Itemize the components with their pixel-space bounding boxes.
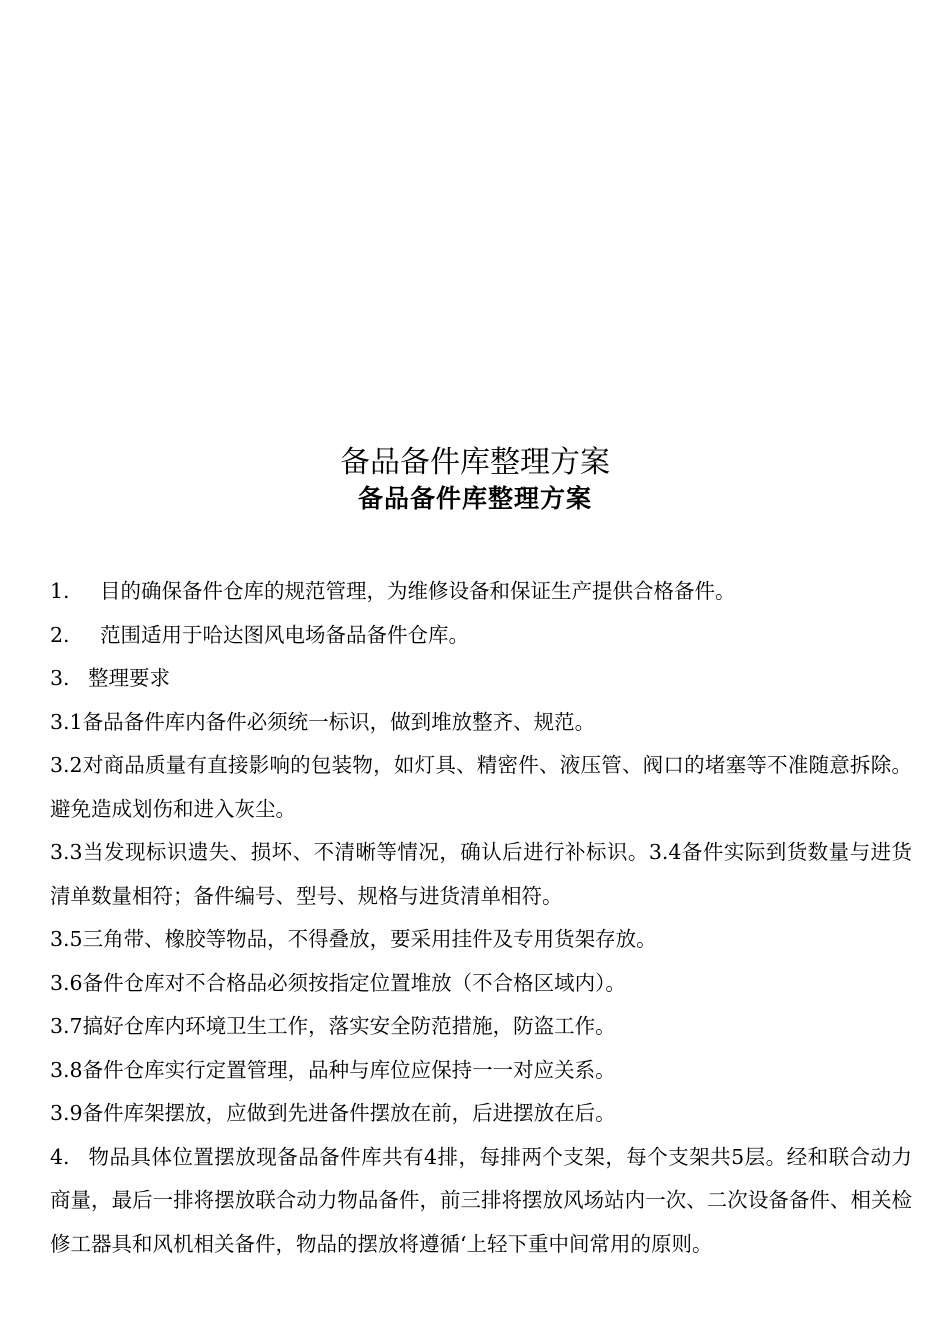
paragraph-text: 3.5三角带、橡胶等物品，不得叠放，要采用挂件及专用货架存放。 (50, 927, 657, 951)
paragraph-text: 3.1备品备件库内备件必须统一标识，做到堆放整齐、规范。 (50, 709, 596, 734)
document-title: 备品备件库整理方案 (340, 445, 610, 480)
paragraph-text: 3.8备件仓库实行定置管理，品种与库位应保持一一对应关系。 (50, 1057, 616, 1082)
paragraph-text: 3.2对商品质量有直接影响的包装物，如灯具、精密件、液压管、阀口的堵塞等不准随意拆除。避免造成划伤和进入灰尘。 (50, 753, 912, 821)
paragraph-3-3 (50, 831, 912, 918)
paragraph-3-5 (50, 918, 912, 962)
document-body (50, 570, 912, 1266)
paragraph-text: 3.3当发现标识遗失、损坏、不清晰等情况，确认后进行补标识。3.4备件实际到货数量与进货清单数量相符；备件编号、型号、规格与进货清单相符。 (50, 840, 912, 908)
paragraph-text: 整理要求 (88, 666, 170, 690)
paragraph-3 (50, 657, 912, 701)
paragraph-number: 1. (50, 579, 70, 603)
paragraph-number: 3. (50, 666, 70, 690)
paragraph-3-1 (50, 701, 912, 745)
paragraph-text: 范围适用于哈达图风电场备品备件仓库。 (100, 622, 469, 647)
paragraph-number: 2. (50, 622, 70, 647)
paragraph-text: 目的确保备件仓库的规范管理，为维修设备和保证生产提供合格备件。 (100, 579, 736, 603)
paragraph-4 (50, 1136, 912, 1267)
paragraph-2 (50, 614, 912, 658)
paragraph-number: 4. (50, 1144, 70, 1169)
paragraph-text: 3.6备件仓库对不合格品必须按指定位置堆放（不合格区域内）。 (50, 970, 626, 995)
paragraph-text: 3.9备件库架摆放，应做到先进备件摆放在前，后进摆放在后。 (50, 1101, 616, 1125)
paragraph-text: 物品具体位置摆放现备品备件库共有4排，每排两个支架，每个支架共5层。经和联合动力商量，最后一排将摆放联合动力物品备件，前三排将摆放风场站内一次、二次设备备件、相关检修工器具和风机相关备件，物品的摆放将遵循‘上轻下重中间常用的原则。 (50, 1144, 912, 1256)
paragraph-3-8 (50, 1049, 912, 1093)
paragraph-3-9 (50, 1092, 912, 1136)
paragraph-text: 3.7搞好仓库内环境卫生工作，落实安全防范措施，防盗工作。 (50, 1014, 616, 1038)
paragraph-3-6 (50, 962, 912, 1006)
paragraph-3-7 (50, 1005, 912, 1049)
paragraph-1 (50, 570, 912, 614)
paragraph-3-2 (50, 744, 912, 831)
document-subtitle: 备品备件库整理方案 (357, 484, 592, 513)
